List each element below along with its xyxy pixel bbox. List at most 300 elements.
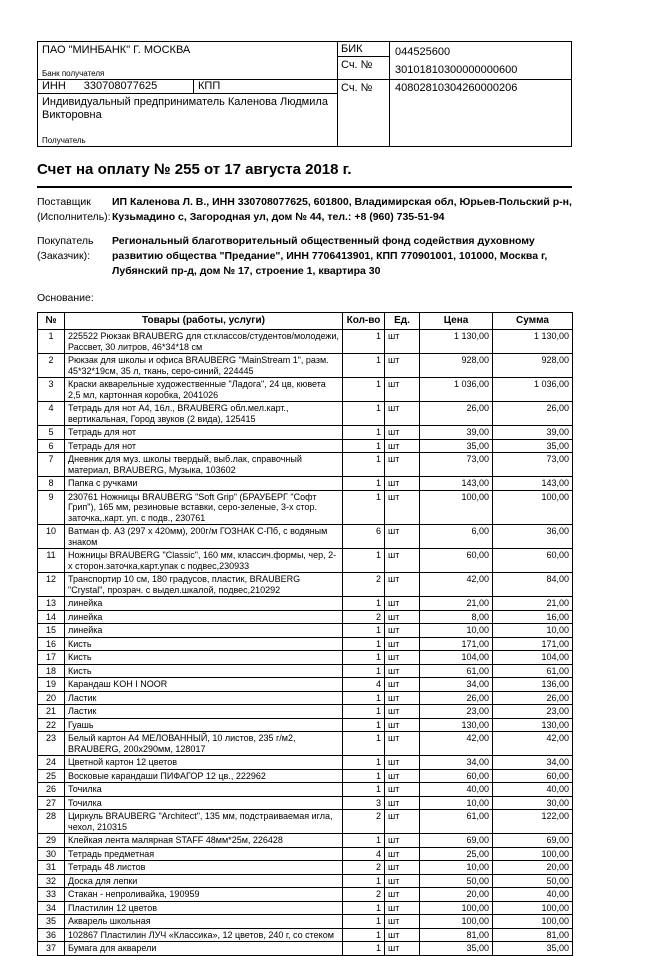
- item-unit: шт: [385, 610, 420, 624]
- item-price: 26,00: [420, 691, 493, 705]
- table-row: [38, 888, 573, 902]
- item-price: 10,00: [420, 796, 493, 810]
- item-name: линейка: [65, 624, 343, 638]
- bik-label: БИК: [338, 42, 389, 57]
- item-qty: 2: [343, 861, 385, 875]
- table-row: [38, 330, 573, 354]
- item-sum: 26,00: [493, 691, 573, 705]
- item-sum: 60,00: [493, 769, 573, 783]
- item-price: 50,00: [420, 874, 493, 888]
- item-price: 35,00: [420, 942, 493, 956]
- item-name: Дневник для муз. школы твердый, выб.лак, справочный материал, BRAUBERG, Музыка, 103602: [65, 453, 343, 477]
- item-number: 21: [38, 705, 65, 719]
- supplier-label: [37, 195, 112, 225]
- item-number: 22: [38, 718, 65, 732]
- item-qty: 1: [343, 597, 385, 611]
- table-row: [38, 769, 573, 783]
- item-sum: 26,00: [493, 402, 573, 426]
- item-qty: 1: [343, 756, 385, 770]
- basis-label: Основание:: [37, 292, 94, 304]
- item-name: 102867 Пластилин ЛУЧ «Классика», 12 цветов, 240 г, со стеком: [65, 928, 343, 942]
- table-row: [38, 861, 573, 875]
- item-name: Рюкзак для школы и офиса BRAUBERG "MainStream 1", разм. 45*32*19см, 35 л, ткань, серо-синий, 224445: [65, 354, 343, 378]
- item-qty: 1: [343, 439, 385, 453]
- table-row: [38, 928, 573, 942]
- item-name: Восковые карандаши ПИФАГОР 12 цв., 222962: [65, 769, 343, 783]
- item-name: Кисть: [65, 664, 343, 678]
- item-number: 3: [38, 378, 65, 402]
- corr-account-value: 30101810300000000600: [395, 64, 518, 76]
- item-unit: шт: [385, 439, 420, 453]
- item-number: 20: [38, 691, 65, 705]
- item-sum: 81,00: [493, 928, 573, 942]
- header-price: Цена: [420, 313, 493, 330]
- item-name: Кисть: [65, 651, 343, 665]
- item-name: Точилка: [65, 783, 343, 797]
- item-unit: шт: [385, 769, 420, 783]
- item-price: 10,00: [420, 861, 493, 875]
- header-qty: Кол-во: [343, 313, 385, 330]
- item-unit: шт: [385, 796, 420, 810]
- item-number: 26: [38, 783, 65, 797]
- item-number: 5: [38, 426, 65, 440]
- item-sum: 23,00: [493, 705, 573, 719]
- item-sum: 84,00: [493, 573, 573, 597]
- title-divider: [37, 186, 572, 188]
- item-sum: 40,00: [493, 888, 573, 902]
- item-name: Папка с ручками: [65, 477, 343, 491]
- header-num: №: [38, 313, 65, 330]
- table-row: [38, 664, 573, 678]
- item-unit: шт: [385, 549, 420, 573]
- item-price: 60,00: [420, 549, 493, 573]
- inn-value: 330708077625: [83, 80, 158, 92]
- table-row: [38, 834, 573, 848]
- items-table: [37, 312, 573, 956]
- item-qty: 4: [343, 847, 385, 861]
- table-row: [38, 453, 573, 477]
- table-row: [38, 610, 573, 624]
- item-sum: 100,00: [493, 915, 573, 929]
- item-qty: 1: [343, 549, 385, 573]
- table-row: [38, 847, 573, 861]
- item-unit: шт: [385, 525, 420, 549]
- item-qty: 1: [343, 378, 385, 402]
- items-header-row: [38, 313, 573, 330]
- table-row: [38, 691, 573, 705]
- table-row: [38, 477, 573, 491]
- item-qty: 1: [343, 915, 385, 929]
- item-sum: 60,00: [493, 549, 573, 573]
- payee-account-label: Сч. №: [338, 80, 390, 146]
- bik-corr-labels: [338, 42, 390, 79]
- item-number: 36: [38, 928, 65, 942]
- item-unit: шт: [385, 624, 420, 638]
- item-sum: 1 036,00: [493, 378, 573, 402]
- item-unit: шт: [385, 861, 420, 875]
- item-number: 16: [38, 637, 65, 651]
- item-sum: 40,00: [493, 783, 573, 797]
- item-sum: 36,00: [493, 525, 573, 549]
- item-name: Тетрадь для нот: [65, 439, 343, 453]
- table-row: [38, 624, 573, 638]
- item-number: 7: [38, 453, 65, 477]
- item-qty: 1: [343, 354, 385, 378]
- item-name: линейка: [65, 610, 343, 624]
- item-number: 23: [38, 732, 65, 756]
- header-name: Товары (работы, услуги): [65, 313, 343, 330]
- table-row: [38, 718, 573, 732]
- item-qty: 1: [343, 330, 385, 354]
- item-number: 1: [38, 330, 65, 354]
- item-sum: 10,00: [493, 624, 573, 638]
- item-number: 19: [38, 678, 65, 692]
- item-price: 60,00: [420, 769, 493, 783]
- inn-label: ИНН: [42, 80, 66, 92]
- item-name: Бумага для акварели: [65, 942, 343, 956]
- item-name: Циркуль BRAUBERG "Architect", 135 мм, подстраиваемая игла, чехол, 210315: [65, 810, 343, 834]
- bik-corr-values: [390, 42, 571, 79]
- item-number: 29: [38, 834, 65, 848]
- item-number: 4: [38, 402, 65, 426]
- corr-account-label: Сч. №: [341, 59, 373, 71]
- item-sum: 928,00: [493, 354, 573, 378]
- item-number: 17: [38, 651, 65, 665]
- page-title: Счет на оплату № 255 от 17 августа 2018 г.: [37, 161, 352, 178]
- item-unit: шт: [385, 453, 420, 477]
- payee-account-value: 40802810304260000206: [395, 82, 518, 94]
- supplier-block: [37, 195, 660, 225]
- item-name: Клейкая лента малярная STAFF 48мм*25м, 226428: [65, 834, 343, 848]
- item-number: 32: [38, 874, 65, 888]
- item-name: Тетрадь 48 листов: [65, 861, 343, 875]
- item-unit: шт: [385, 354, 420, 378]
- item-sum: 30,00: [493, 796, 573, 810]
- item-qty: 1: [343, 402, 385, 426]
- item-unit: шт: [385, 718, 420, 732]
- item-price: 143,00: [420, 477, 493, 491]
- item-sum: 73,00: [493, 453, 573, 477]
- item-qty: 6: [343, 525, 385, 549]
- table-row: [38, 490, 573, 525]
- item-unit: шт: [385, 756, 420, 770]
- item-price: 130,00: [420, 718, 493, 732]
- table-row: [38, 549, 573, 573]
- item-sum: 143,00: [493, 477, 573, 491]
- item-unit: шт: [385, 942, 420, 956]
- item-unit: шт: [385, 637, 420, 651]
- bik-corr-section: [338, 42, 571, 80]
- item-price: 23,00: [420, 705, 493, 719]
- item-price: 39,00: [420, 426, 493, 440]
- table-row: [38, 426, 573, 440]
- item-name: Ножницы BRAUBERG "Classic", 160 мм, классич.формы, чер, 2-х сторон.заточка,карт.упак с подвес,230933: [65, 549, 343, 573]
- item-price: 42,00: [420, 573, 493, 597]
- item-name: Пластилин 12 цветов: [65, 901, 343, 915]
- item-unit: шт: [385, 378, 420, 402]
- item-sum: 34,00: [493, 756, 573, 770]
- item-price: 100,00: [420, 915, 493, 929]
- buyer-label-line1: Покупатель: [37, 235, 94, 247]
- item-name: Тетрадь для нот: [65, 426, 343, 440]
- item-name: 225522 Рюкзак BRAUBERG для ст.классов/студентов/молодежи, Рассвет, 30 литров, 46*34*18 см: [65, 330, 343, 354]
- item-unit: шт: [385, 928, 420, 942]
- item-qty: 1: [343, 942, 385, 956]
- bank-name: ПАО "МИНБАНК" Г. МОСКВА: [42, 44, 191, 56]
- item-qty: 2: [343, 888, 385, 902]
- item-qty: 1: [343, 928, 385, 942]
- item-number: 35: [38, 915, 65, 929]
- item-name: Тетрадь для нот А4, 16л., BRAUBERG обл.мел.карт., вертикальная, Город звуков (2 вида), 125415: [65, 402, 343, 426]
- item-number: 37: [38, 942, 65, 956]
- item-name: 230761 Ножницы BRAUBERG "Soft Grip" (БРАУБЕРГ "Софт Грип"), 165 мм, резиновые вставки, серо-зеленые, 3-х стор. заточка,.карт. уп. с подв., 230761: [65, 490, 343, 525]
- item-sum: 104,00: [493, 651, 573, 665]
- item-price: 1 130,00: [420, 330, 493, 354]
- item-qty: 1: [343, 453, 385, 477]
- kpp-cell: КПП: [198, 80, 221, 92]
- item-sum: 100,00: [493, 847, 573, 861]
- item-number: 30: [38, 847, 65, 861]
- item-unit: шт: [385, 901, 420, 915]
- buyer-label-line2: (Заказчик):: [37, 250, 91, 262]
- item-qty: 2: [343, 610, 385, 624]
- item-name: Ластик: [65, 705, 343, 719]
- item-unit: шт: [385, 732, 420, 756]
- items-body: [38, 330, 573, 956]
- inn-kpp-row: [38, 80, 337, 94]
- header-sum: Сумма: [493, 313, 573, 330]
- item-price: 8,00: [420, 610, 493, 624]
- item-sum: 61,00: [493, 664, 573, 678]
- payee-caption: Получатель: [42, 136, 86, 145]
- item-price: 100,00: [420, 490, 493, 525]
- item-unit: шт: [385, 874, 420, 888]
- item-qty: 1: [343, 490, 385, 525]
- item-sum: 171,00: [493, 637, 573, 651]
- table-row: [38, 525, 573, 549]
- item-price: 171,00: [420, 637, 493, 651]
- item-unit: шт: [385, 691, 420, 705]
- item-price: 104,00: [420, 651, 493, 665]
- bank-details-left: [38, 42, 338, 146]
- bik-value: 044525600: [395, 46, 451, 58]
- bank-name-cell: [38, 42, 337, 80]
- table-row: [38, 901, 573, 915]
- item-price: 25,00: [420, 847, 493, 861]
- item-price: 6,00: [420, 525, 493, 549]
- item-name: Краски акварельные художественные "Ладога", 24 цв, кювета 2,5 мл, картонная коробка, 2041026: [65, 378, 343, 402]
- item-number: 12: [38, 573, 65, 597]
- item-price: 928,00: [420, 354, 493, 378]
- item-sum: 122,00: [493, 810, 573, 834]
- table-row: [38, 402, 573, 426]
- table-row: [38, 915, 573, 929]
- item-number: 33: [38, 888, 65, 902]
- item-qty: 1: [343, 637, 385, 651]
- table-row: [38, 354, 573, 378]
- item-number: 34: [38, 901, 65, 915]
- item-unit: шт: [385, 330, 420, 354]
- payee-account-section: [338, 80, 571, 146]
- item-name: Цветной картон 12 цветов: [65, 756, 343, 770]
- item-name: Точилка: [65, 796, 343, 810]
- item-number: 6: [38, 439, 65, 453]
- bank-details-table: [37, 41, 572, 147]
- item-sum: 69,00: [493, 834, 573, 848]
- item-qty: 1: [343, 901, 385, 915]
- item-price: 35,00: [420, 439, 493, 453]
- item-number: 9: [38, 490, 65, 525]
- item-unit: шт: [385, 426, 420, 440]
- item-unit: шт: [385, 888, 420, 902]
- payee-name: Индивидуальный предприниматель Каленова Людмила Викторовна: [42, 96, 328, 121]
- buyer-value: Региональный благотворительный общественный фонд содействия духовному развитию общества "Предание", ИНН 7706413901, КПП 770901001, 101000, Москва г, Лубянский пр-д, дом № 17, строение 1, квартира 30: [112, 235, 548, 277]
- item-number: 25: [38, 769, 65, 783]
- supplier-label-line2: (Исполнитель):: [37, 211, 111, 223]
- item-unit: шт: [385, 915, 420, 929]
- item-unit: шт: [385, 664, 420, 678]
- item-unit: шт: [385, 810, 420, 834]
- item-number: 24: [38, 756, 65, 770]
- table-row: [38, 732, 573, 756]
- table-row: [38, 756, 573, 770]
- bank-name-caption: Банк получателя: [42, 69, 105, 78]
- table-row: [38, 378, 573, 402]
- item-qty: 3: [343, 796, 385, 810]
- item-unit: шт: [385, 678, 420, 692]
- item-price: 21,00: [420, 597, 493, 611]
- table-row: [38, 874, 573, 888]
- table-row: [38, 439, 573, 453]
- item-price: 26,00: [420, 402, 493, 426]
- item-number: 11: [38, 549, 65, 573]
- item-price: 42,00: [420, 732, 493, 756]
- item-sum: 100,00: [493, 901, 573, 915]
- item-unit: шт: [385, 783, 420, 797]
- item-number: 8: [38, 477, 65, 491]
- item-qty: 1: [343, 426, 385, 440]
- item-qty: 1: [343, 477, 385, 491]
- buyer-label: [37, 234, 112, 279]
- item-name: Ластик: [65, 691, 343, 705]
- item-price: 61,00: [420, 810, 493, 834]
- item-price: 69,00: [420, 834, 493, 848]
- table-row: [38, 637, 573, 651]
- item-number: 2: [38, 354, 65, 378]
- item-sum: 100,00: [493, 490, 573, 525]
- item-qty: 1: [343, 834, 385, 848]
- table-row: [38, 597, 573, 611]
- item-unit: шт: [385, 651, 420, 665]
- item-sum: 136,00: [493, 678, 573, 692]
- item-sum: 35,00: [493, 439, 573, 453]
- bank-details-right: [338, 42, 571, 146]
- item-number: 27: [38, 796, 65, 810]
- item-price: 34,00: [420, 756, 493, 770]
- item-name: Стакан - непроливайка, 190959: [65, 888, 343, 902]
- item-qty: 1: [343, 783, 385, 797]
- item-unit: шт: [385, 490, 420, 525]
- table-row: [38, 942, 573, 956]
- item-name: Акварель школьная: [65, 915, 343, 929]
- item-unit: шт: [385, 597, 420, 611]
- item-number: 18: [38, 664, 65, 678]
- inn-cell: [38, 80, 194, 93]
- item-number: 14: [38, 610, 65, 624]
- item-qty: 1: [343, 769, 385, 783]
- item-name: Ватман ф. А3 (297 х 420мм), 200г/м ГОЗНАК С-Пб, с водяным знаком: [65, 525, 343, 549]
- table-row: [38, 573, 573, 597]
- item-qty: 2: [343, 573, 385, 597]
- item-sum: 20,00: [493, 861, 573, 875]
- item-price: 61,00: [420, 664, 493, 678]
- table-row: [38, 678, 573, 692]
- item-qty: 1: [343, 651, 385, 665]
- payee-cell: [38, 94, 337, 146]
- item-sum: 130,00: [493, 718, 573, 732]
- item-qty: 1: [343, 691, 385, 705]
- item-sum: 50,00: [493, 874, 573, 888]
- item-sum: 21,00: [493, 597, 573, 611]
- table-row: [38, 810, 573, 834]
- item-price: 20,00: [420, 888, 493, 902]
- supplier-label-line1: Поставщик: [37, 196, 91, 208]
- item-number: 31: [38, 861, 65, 875]
- item-unit: шт: [385, 834, 420, 848]
- item-unit: шт: [385, 847, 420, 861]
- item-price: 73,00: [420, 453, 493, 477]
- table-row: [38, 705, 573, 719]
- item-name: Гуашь: [65, 718, 343, 732]
- item-number: 15: [38, 624, 65, 638]
- table-row: [38, 651, 573, 665]
- item-price: 34,00: [420, 678, 493, 692]
- item-unit: шт: [385, 402, 420, 426]
- item-qty: 1: [343, 732, 385, 756]
- item-qty: 1: [343, 705, 385, 719]
- item-name: Тетрадь предметная: [65, 847, 343, 861]
- item-unit: шт: [385, 477, 420, 491]
- item-qty: 2: [343, 810, 385, 834]
- item-sum: 39,00: [493, 426, 573, 440]
- item-price: 1 036,00: [420, 378, 493, 402]
- item-sum: 16,00: [493, 610, 573, 624]
- item-name: Кисть: [65, 637, 343, 651]
- item-name: Карандаш KOH I NOOR: [65, 678, 343, 692]
- table-row: [38, 796, 573, 810]
- item-number: 13: [38, 597, 65, 611]
- item-sum: 35,00: [493, 942, 573, 956]
- item-price: 81,00: [420, 928, 493, 942]
- header-unit: Ед.: [385, 313, 420, 330]
- item-number: 28: [38, 810, 65, 834]
- item-price: 10,00: [420, 624, 493, 638]
- item-name: Транспортир 10 см, 180 градусов, пластик, BRAUBERG "Crystal", прозрач. с выдел.шкалой, подвес,210292: [65, 573, 343, 597]
- table-row: [38, 783, 573, 797]
- item-qty: 4: [343, 678, 385, 692]
- item-qty: 1: [343, 874, 385, 888]
- item-sum: 42,00: [493, 732, 573, 756]
- item-price: 40,00: [420, 783, 493, 797]
- item-name: Белый картон А4 МЕЛОВАННЫЙ, 10 листов, 235 г/м2, BRAUBERG, 200х290мм, 128017: [65, 732, 343, 756]
- item-unit: шт: [385, 705, 420, 719]
- buyer-block: [37, 234, 660, 279]
- item-qty: 1: [343, 718, 385, 732]
- item-qty: 1: [343, 664, 385, 678]
- item-name: линейка: [65, 597, 343, 611]
- item-name: Доска для лепки: [65, 874, 343, 888]
- item-sum: 1 130,00: [493, 330, 573, 354]
